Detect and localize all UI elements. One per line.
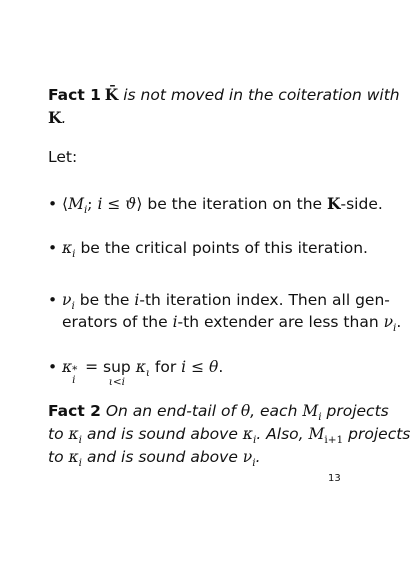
fact-2-line3-b: and is sound above xyxy=(82,448,243,466)
math-sub-i-plus-1: i+1 xyxy=(324,434,344,447)
bullet-1-text-b: -side. xyxy=(340,195,383,213)
math-M: M xyxy=(302,402,319,420)
bullet-dot: • xyxy=(48,195,58,213)
math-M: M xyxy=(308,425,325,443)
math-i: i xyxy=(181,358,187,376)
bullet-1-text-a: be the iteration on the xyxy=(142,195,328,213)
k-symbol: K xyxy=(327,194,341,213)
fact-2-block xyxy=(48,400,410,470)
fact-2-line3-a: to xyxy=(48,448,69,466)
fact-1-text-b: . xyxy=(61,109,67,127)
math-sub-iota: ι xyxy=(145,367,150,380)
math-kappa: κ xyxy=(62,239,73,257)
bullet-2-text: be the critical points of this iteration. xyxy=(75,239,368,257)
sup-limit: ι<i xyxy=(108,376,126,388)
bullet-dot: • xyxy=(48,239,58,257)
fact-2-line2-d: projects xyxy=(343,425,410,443)
math-sub-i: i xyxy=(71,300,75,313)
bullet-4-text-a: for xyxy=(150,358,182,376)
math-kappa: κ xyxy=(242,425,253,443)
math-kappa: κ xyxy=(135,358,146,376)
let-label: Let: xyxy=(48,148,78,166)
math-nu: ν xyxy=(242,448,253,466)
math-sub-i: i xyxy=(393,322,397,335)
fact-2-line1-a: On an end-tail of xyxy=(100,402,241,420)
bullet-3-line2-a: erators of the xyxy=(62,313,173,331)
sup-operator: sup xyxy=(103,358,131,376)
bullet-3-line2-c: . xyxy=(396,313,402,331)
fact-2-line1-b: , each xyxy=(250,402,303,420)
math-i: i xyxy=(172,313,178,331)
math-eq: = xyxy=(80,358,104,376)
fact-1-text-a: is not moved in the coiteration with xyxy=(118,86,400,104)
math-sub-i: i xyxy=(78,457,83,470)
fact-2-line2-b: and is sound above xyxy=(82,425,243,443)
rangle: ⟩ xyxy=(136,195,143,213)
fact-2-line3-c: . xyxy=(255,448,261,466)
math-kappa: κ xyxy=(62,358,73,376)
math-sub-i: i xyxy=(252,457,256,470)
math-i: i xyxy=(134,291,140,309)
fact-1-label: Fact 1 xyxy=(48,86,101,104)
math-i: i xyxy=(97,195,103,213)
math-kappa: κ xyxy=(68,425,79,443)
math-nu: ν xyxy=(383,313,394,331)
kbar-symbol: K̄ xyxy=(104,85,119,104)
math-sub-i: i xyxy=(72,248,76,261)
math-sub-i: i xyxy=(78,434,83,447)
math-kappa: κ xyxy=(68,448,79,466)
page-number: 13 xyxy=(328,473,341,484)
fact-2-line2-c: . Also, xyxy=(256,425,309,443)
bullet-3-text-b: -th iteration index. Then all gen- xyxy=(139,291,390,309)
bullet-4-text-b: . xyxy=(218,358,224,376)
bullet-dot: • xyxy=(48,358,58,376)
math-theta: θ xyxy=(240,402,251,420)
bullet-3-text-a: be the xyxy=(74,291,135,309)
fact-1-block xyxy=(48,84,400,130)
bullet-dot: • xyxy=(48,291,58,309)
math-semicolon: ; xyxy=(87,195,98,213)
math-M: M xyxy=(68,195,84,213)
fact-2-line2-a: to xyxy=(48,425,69,443)
fact-2-line1-c: projects xyxy=(321,402,389,420)
math-sub-i: i xyxy=(252,434,257,447)
fact-2-label: Fact 2 xyxy=(48,402,101,420)
bullet-3-line2-b: -th extender are less than xyxy=(177,313,384,331)
math-le: ≤ xyxy=(102,195,126,213)
langle: ⟨ xyxy=(62,195,69,213)
math-theta: θ xyxy=(208,358,219,376)
math-sub-i: i xyxy=(318,411,322,424)
math-vartheta: ϑ xyxy=(125,195,137,213)
math-sub-i: i xyxy=(83,204,88,217)
slide-page: Fact 1 K̄ is not moved in the coiteration with K. Let: • $⟨M_i$; i ≤ ϑ⟩ be the iteration on the K-side. • $\kappa_i$ be the critical points of this iteration. • $\nu_i$ be the i-th iteration index. Then all gen- erators of the i-th extender are less than $\nu_i$. • κ * i = sup ι<i $\kappa_\iota$ for i ≤ θ. Fact 2 On an end-tail of θ, each $M_i$ projects to $\kappa_i$ and is sound above $\kappa_i$. Also, $M_{i+1}$ projects to $\kappa_i$ and is sound above $\nu_i$. 13 xyxy=(0,0,400,566)
k-symbol: K xyxy=(48,108,62,127)
math-le: ≤ xyxy=(186,358,209,376)
math-nu: ν xyxy=(62,291,72,309)
